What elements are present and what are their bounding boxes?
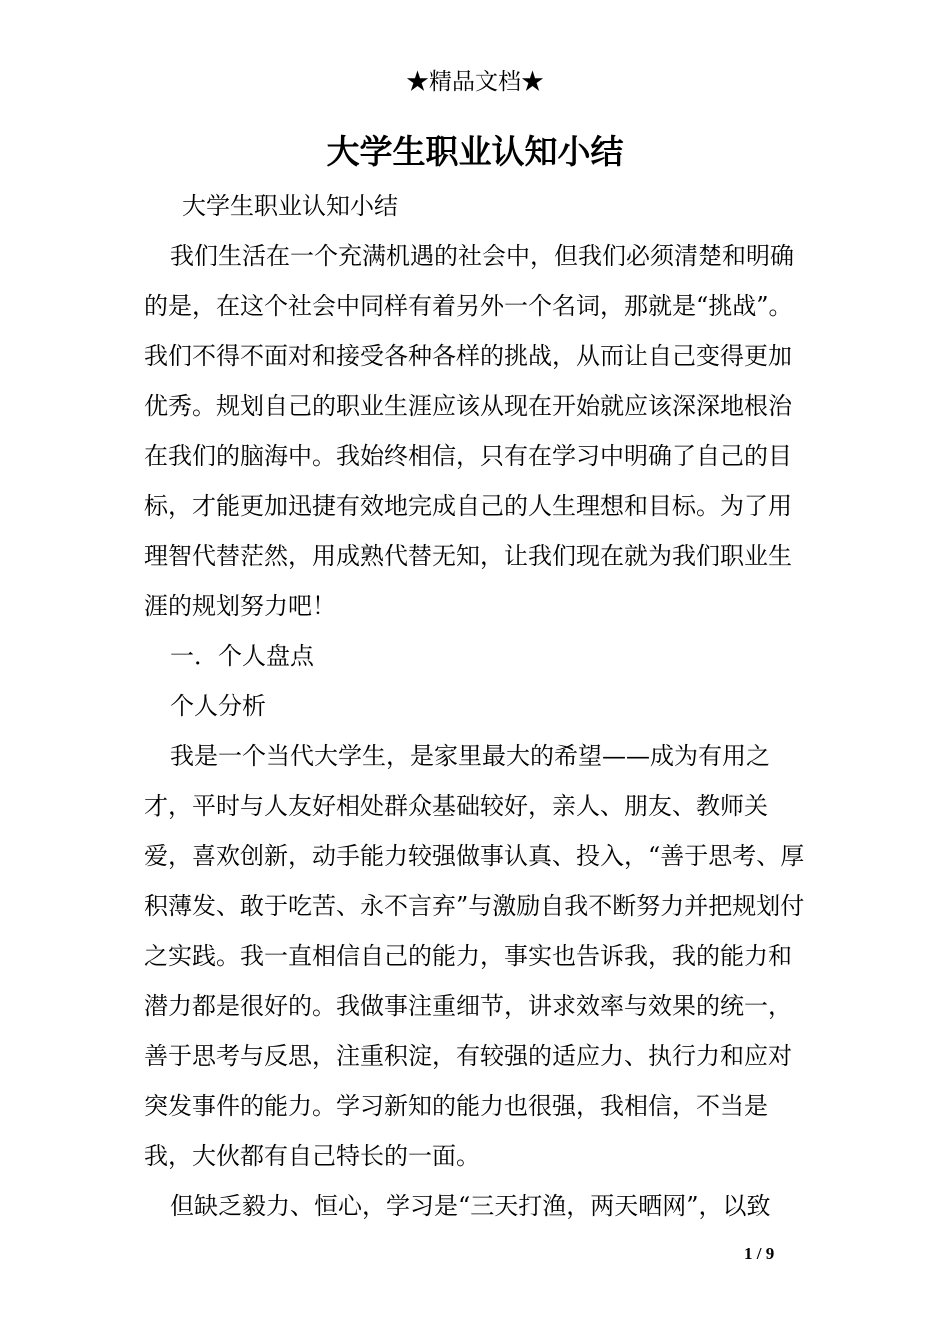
- document-header-label: ★精品文档★: [406, 69, 544, 95]
- document-title: 大学生职业认知小结: [326, 132, 624, 171]
- personal-analysis-paragraph: 我是一个当代大学生，是家里最大的希望——成为有用之才，平时与人友好相处群众基础较好，亲人、朋友、教师关爱，喜欢创新，动手能力较强做事认真、投入，“善于思考、厚积薄发、敢于吃苦、永不言弃”与激励自我不断努力并把规划付之实践。我一直相信自己的能力，事实也告诉我，我的能力和潜力都是很好的。我做事注重细节，讲求效率与效果的统一，善于思考与反思，注重积淀，有较强的适应力、执行力和应对突发事件的能力。学习新知的能力也很强，我相信，不当是我，大伙都有自己特长的一面。: [144, 742, 805, 1170]
- subtitle-paragraph: 大学生职业认知小结: [182, 192, 398, 220]
- intro-paragraph: 我们生活在一个充满机遇的社会中，但我们必须清楚和明确的是，在这个社会中同样有着另外一个名词，那就是“挑战”。我们不得不面对和接受各种各样的挑战，从而让自己变得更加优秀。规划自己的职业生涯应该从现在开始就应该深深地根治在我们的脑海中。我始终相信，只有在学习中明确了自己的目标，才能更加迅捷有效地完成自己的人生理想和目标。为了用理智代替茫然，用成熟代替无知，让我们现在就为我们职业生涯的规划努力吧！: [144, 242, 794, 620]
- document-body: [144, 181, 808, 1231]
- weakness-paragraph: 但缺乏毅力、恒心，学习是“三天打渔，两天晒网”，以致: [170, 1192, 771, 1220]
- section-heading: 一．个人盘点: [170, 642, 314, 670]
- subsection-heading: 个人分析: [170, 692, 266, 720]
- page-number: 1 / 9: [744, 1244, 775, 1263]
